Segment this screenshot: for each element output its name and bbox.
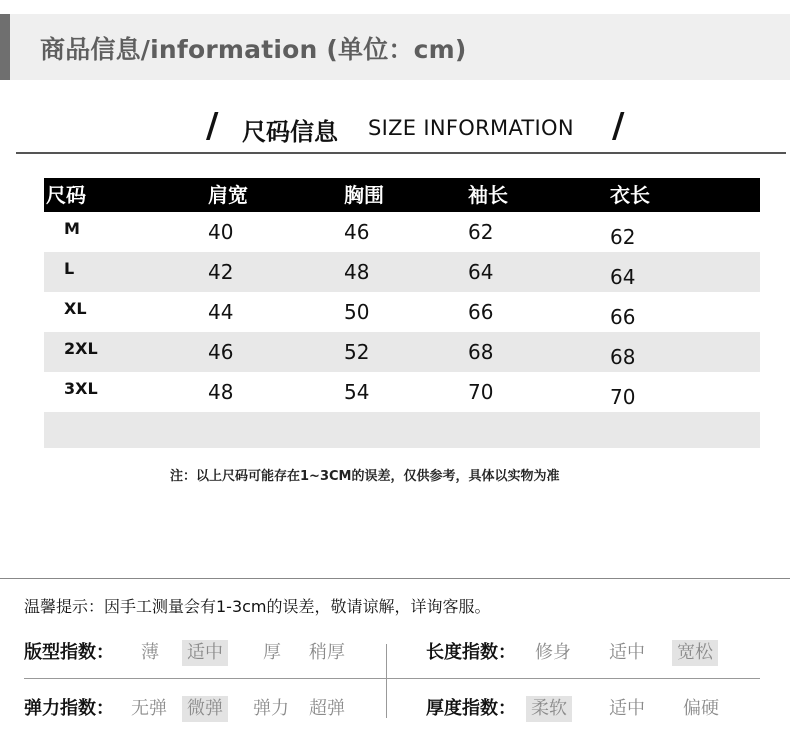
elasticity-option-elastic: 弹力 bbox=[253, 698, 289, 719]
cell-shoulder: 48 bbox=[208, 380, 234, 404]
style-option-medium-selected: 适中 bbox=[182, 640, 228, 666]
style-option-thick: 厚 bbox=[263, 642, 281, 663]
page-title: 商品信息/information (单位：cm) bbox=[40, 35, 467, 64]
cell-shoulder: 44 bbox=[208, 300, 234, 324]
elasticity-index bbox=[24, 696, 384, 722]
style-option-slightly-thick: 稍厚 bbox=[309, 642, 345, 663]
col-header-length: 衣长 bbox=[610, 183, 650, 207]
thickness-option-soft-selected: 柔软 bbox=[526, 696, 572, 722]
cell-length: 68 bbox=[610, 345, 636, 369]
cell-length: 62 bbox=[610, 225, 636, 249]
cell-length: 66 bbox=[610, 305, 636, 329]
size-info-title bbox=[0, 106, 790, 150]
index-column-separator bbox=[386, 644, 387, 718]
thickness-index-label: 厚度指数： bbox=[426, 698, 516, 719]
cell-chest: 54 bbox=[344, 380, 370, 404]
title-slash-right: / bbox=[612, 106, 625, 146]
warm-tip: 温馨提示：因手工测量会有1-3cm的误差，敬请谅解，详询客服。 bbox=[24, 597, 491, 616]
cell-length: 64 bbox=[610, 265, 636, 289]
table-row bbox=[44, 212, 760, 252]
title-slash-left: / bbox=[206, 106, 219, 146]
header-accent-bar bbox=[0, 14, 10, 80]
elasticity-option-none: 无弹 bbox=[131, 698, 167, 719]
table-row bbox=[44, 372, 760, 412]
thickness-option-medium: 适中 bbox=[609, 698, 645, 719]
style-option-thin: 薄 bbox=[141, 642, 159, 663]
cell-size: XL bbox=[64, 299, 87, 318]
col-header-size: 尺码 bbox=[46, 183, 86, 207]
table-row bbox=[44, 252, 760, 292]
cell-chest: 50 bbox=[344, 300, 370, 324]
cell-sleeve: 62 bbox=[468, 220, 494, 244]
cell-length: 70 bbox=[610, 385, 636, 409]
length-option-slim: 修身 bbox=[535, 642, 571, 663]
length-option-loose-selected: 宽松 bbox=[672, 640, 718, 666]
cell-shoulder: 42 bbox=[208, 260, 234, 284]
cell-shoulder: 40 bbox=[208, 220, 234, 244]
table-blank-row bbox=[44, 412, 760, 448]
col-header-shoulder: 肩宽 bbox=[208, 183, 248, 207]
cell-shoulder: 46 bbox=[208, 340, 234, 364]
cell-size: L bbox=[64, 259, 75, 278]
elasticity-option-slight-selected: 微弹 bbox=[182, 696, 228, 722]
cell-size: M bbox=[64, 219, 80, 238]
size-title-en: SIZE INFORMATION bbox=[368, 116, 574, 140]
section-divider bbox=[0, 578, 790, 579]
cell-chest: 48 bbox=[344, 260, 370, 284]
table-row bbox=[44, 332, 760, 372]
style-index bbox=[24, 640, 384, 666]
cell-sleeve: 66 bbox=[468, 300, 494, 324]
measurement-note: 注：以上尺码可能存在1~3CM的误差，仅供参考，具体以实物为准 bbox=[170, 469, 560, 484]
cell-sleeve: 70 bbox=[468, 380, 494, 404]
elasticity-option-super: 超弹 bbox=[309, 698, 345, 719]
cell-chest: 52 bbox=[344, 340, 370, 364]
table-row bbox=[44, 292, 760, 332]
thickness-option-stiff: 偏硬 bbox=[683, 698, 719, 719]
title-divider bbox=[16, 152, 786, 154]
cell-size: 2XL bbox=[64, 339, 98, 358]
size-table bbox=[44, 178, 760, 448]
elasticity-index-label: 弹力指数： bbox=[24, 698, 114, 719]
table-header-row bbox=[44, 178, 760, 212]
col-header-sleeve: 袖长 bbox=[468, 183, 508, 207]
cell-chest: 46 bbox=[344, 220, 370, 244]
cell-sleeve: 68 bbox=[468, 340, 494, 364]
cell-size: 3XL bbox=[64, 379, 98, 398]
cell-sleeve: 64 bbox=[468, 260, 494, 284]
size-title-cn: 尺码信息 bbox=[242, 118, 338, 146]
style-index-label: 版型指数： bbox=[24, 642, 114, 663]
length-index bbox=[426, 640, 766, 666]
length-index-label: 长度指数： bbox=[426, 642, 516, 663]
thickness-index bbox=[426, 696, 766, 722]
col-header-chest: 胸围 bbox=[344, 183, 384, 207]
length-option-medium: 适中 bbox=[609, 642, 645, 663]
index-row-divider bbox=[24, 678, 760, 679]
